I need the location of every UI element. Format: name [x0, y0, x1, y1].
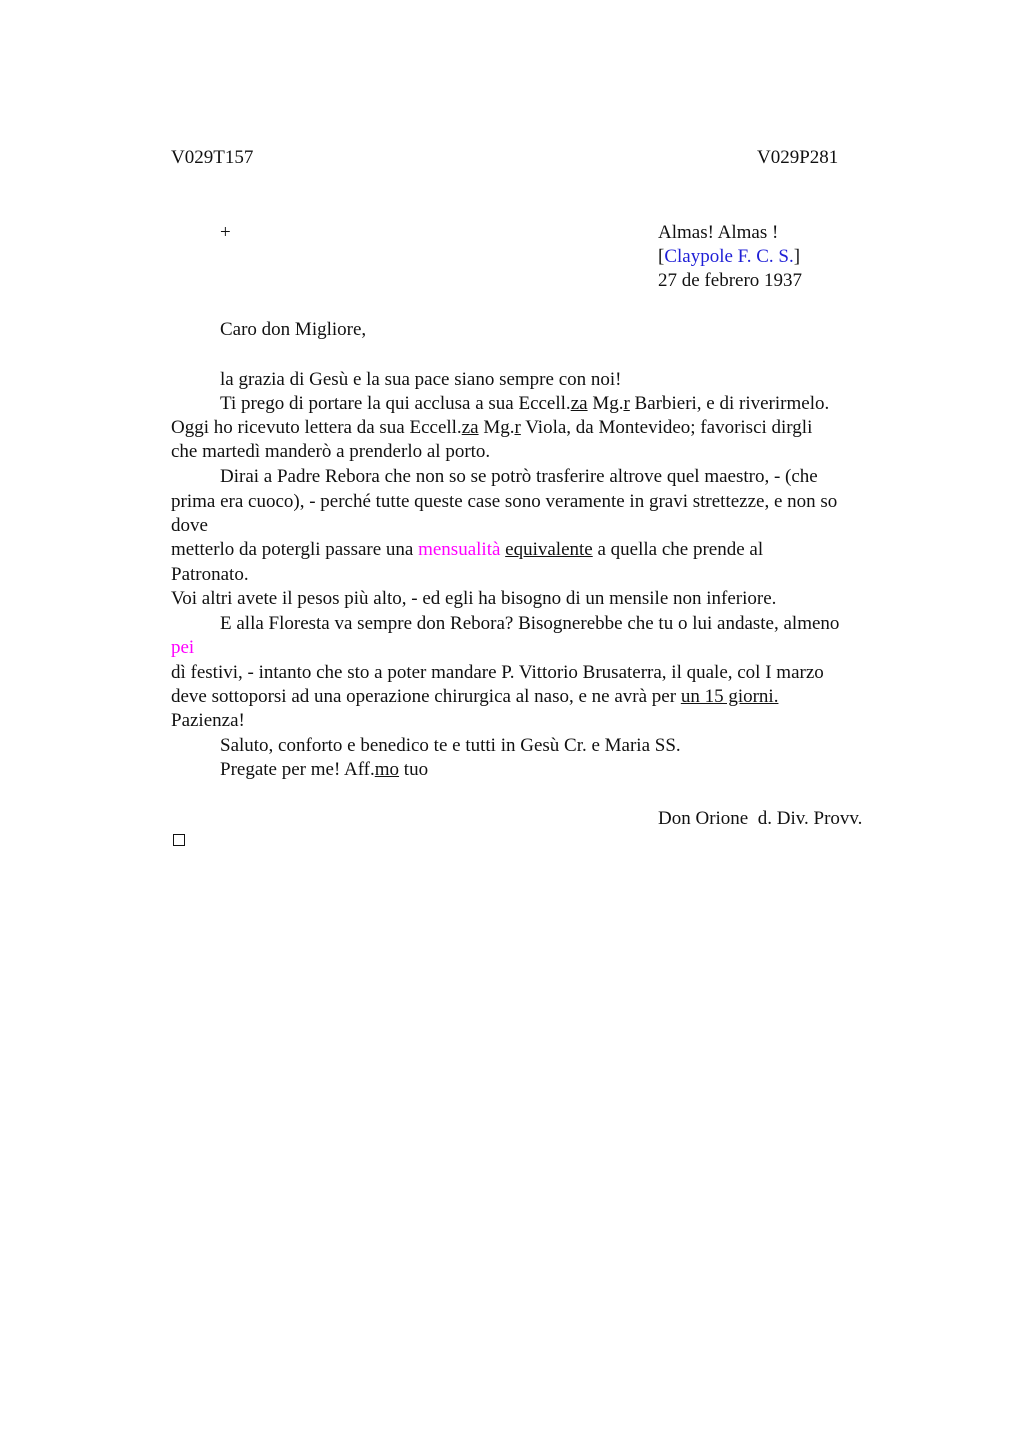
text-run: a quella che prende al: [592, 539, 764, 560]
document-code-left: V029T157: [171, 147, 254, 168]
end-marker-box: [173, 834, 185, 846]
text-run: Mg.: [478, 417, 515, 438]
body-line: [171, 538, 763, 562]
text-run: metterlo da potergli passare una: [171, 539, 419, 560]
underlined-abbrev: mo: [374, 759, 400, 780]
body-line: dì festivi, - intanto che sto a poter mandare P. Vittorio Brusaterra, il quale, col I marzo: [171, 662, 824, 683]
text-run: Oggi ho ricevuto lettera da sua Eccell.: [171, 417, 462, 438]
body-line: Voi altri avete il pesos più alto, - ed egli ha bisogno di un mensile non inferiore.: [171, 588, 777, 609]
text-run: Mg.: [587, 393, 624, 414]
body-line: [171, 416, 812, 440]
underlined-abbrev: r: [623, 393, 630, 414]
place-name: Claypole F. C. S.: [664, 246, 794, 267]
salutation: Caro don Migliore,: [220, 319, 367, 340]
body-line: [220, 758, 428, 782]
letter-date: 27 de febrero 1937: [658, 270, 803, 291]
text-run: Viola, da Montevideo; favorisci dirgli: [520, 417, 813, 438]
bracket-close: ]: [793, 246, 801, 267]
text-run: deve sottoporsi ad una operazione chirurgica al naso, e ne avrà per: [171, 686, 681, 707]
text-run: Pregate per me! Aff.: [220, 759, 375, 780]
document-code-right: V029P281: [757, 147, 839, 168]
place-bracket-line: [658, 245, 800, 269]
underlined-phrase: un 15 giorni.: [680, 686, 779, 707]
text-run: tuo: [399, 759, 429, 780]
highlighted-word: mensualità: [418, 539, 501, 560]
body-line: Dirai a Padre Rebora che non so se potrò trasferire altrove quel maestro, - (che: [220, 466, 818, 487]
body-line: E alla Floresta va sempre don Rebora? Bisognerebbe che tu o lui andaste, almeno: [220, 613, 840, 634]
text-run: Barbieri, e di riverirmelo.: [629, 393, 830, 414]
place-exclamation: Almas! Almas !: [658, 222, 779, 243]
signature: Don Orione d. Div. Provv.: [658, 808, 863, 829]
body-line: prima era cuoco), - perché tutte queste case sono veramente in gravi strettezze, e non so: [171, 491, 838, 512]
body-line: [220, 392, 829, 416]
body-line: Saluto, conforto e benedico te e tutti in Gesù Cr. e Maria SS.: [220, 735, 681, 756]
cross-symbol: +: [220, 222, 231, 243]
underlined-abbrev: za: [570, 393, 588, 414]
body-line: la grazia di Gesù e la sua pace siano sempre con noi!: [220, 369, 622, 390]
underlined-word: equivalente: [505, 539, 593, 560]
body-line: Patronato.: [171, 564, 249, 585]
body-line: [171, 685, 778, 709]
underlined-abbrev: r: [514, 417, 521, 438]
underlined-abbrev: za: [461, 417, 479, 438]
body-line: dove: [171, 515, 208, 536]
body-line: che martedì manderò a prenderlo al porto.: [171, 441, 491, 462]
body-line: Pazienza!: [171, 710, 245, 731]
bracket-open: [: [658, 246, 665, 267]
highlighted-word: pei: [171, 637, 195, 658]
text-run: Ti prego di portare la qui acclusa a sua Eccell.: [220, 393, 571, 414]
